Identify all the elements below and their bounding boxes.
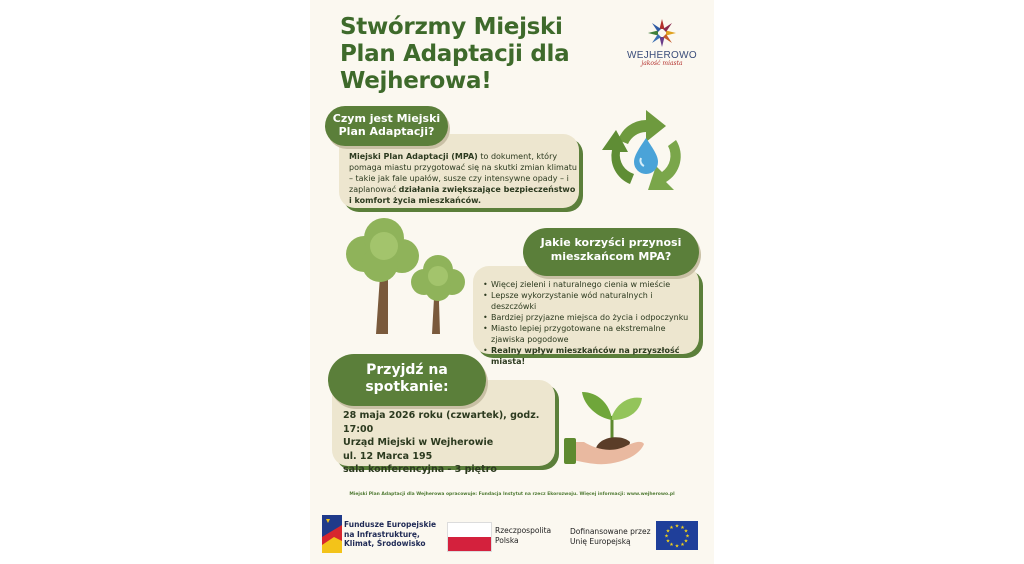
svg-text:★: ★: [674, 523, 680, 530]
page-title: Stwórzmy Miejski Plan Adaptacji dla Wejherowa!: [340, 14, 570, 94]
fe-logo: [322, 515, 452, 555]
mpa-definition-text: Miejski Plan Adaptacji (MPA) to dokument, który pomaga miastu przygotować się na skutki zmian klimatu – takie jak fale upałów, susze czy intensywne opady – i zaplanować działania zwiększające bezpieczeństwo i komfort życia mieszkańców.: [349, 152, 577, 205]
benefits-list: [481, 279, 699, 367]
hand-sprout-icon: [560, 386, 656, 468]
wejherowo-logo: [624, 18, 700, 67]
svg-text:★: ★: [683, 528, 689, 535]
benefits-card: [473, 266, 699, 366]
svg-text:★: ★: [674, 543, 680, 550]
list-item: • Realny wpływ mieszkańców na przyszłość miasta!: [491, 345, 699, 367]
meeting-address: ul. 12 Marca 195: [343, 450, 433, 462]
svg-text:★: ★: [665, 528, 671, 535]
meeting-place: Urząd Miejski w Wejherowie: [343, 437, 494, 448]
eu-funds-emblem-icon: [322, 515, 342, 553]
footer-note: Miejski Plan Adaptacji dla Wejherowa opracowuje: Fundacja Instytut na rzecz Ekorozwoju. Więcej informacji: www.wejherowo.pl: [349, 492, 675, 497]
list-item: • Bardziej przyjazne miejsca do życia i odpoczynku: [491, 312, 699, 323]
logo-tagline: jakość miasta: [641, 60, 683, 67]
list-item: • Lepsze wykorzystanie wód naturalnych i deszczówki: [491, 290, 699, 312]
eu-flag-icon: [656, 521, 698, 550]
meeting-date: 28 maja 2026 roku (czwartek), godz. 17:00: [343, 410, 540, 435]
recycle-water-drop-icon: [594, 100, 698, 204]
trees-icon: [336, 216, 476, 336]
logo-name: WEJHEROWO: [627, 50, 697, 61]
svg-text:★: ★: [669, 525, 674, 531]
section-heading-meeting: Przyjdź na spotkanie:: [328, 354, 486, 406]
svg-text:★: ★: [664, 533, 669, 540]
meeting-room: sala konferencyjna - 3 piętro: [343, 464, 497, 475]
list-item: • Więcej zieleni i naturalnego cienia w mieście: [491, 279, 699, 290]
svg-text:★: ★: [680, 542, 685, 548]
svg-text:★: ★: [665, 538, 671, 545]
rp-logo-text: Rzeczpospolita Polska: [495, 526, 552, 545]
star-emblem-icon: [647, 18, 677, 48]
poland-flag-icon: [447, 522, 492, 552]
section-heading-benefits: Jakie korzyści przynosi mieszkańcom MPA?: [523, 228, 699, 276]
poster: [310, 0, 714, 564]
fe-logo-text: Fundusze Europejskie na Infrastrukturę, Klimat, Środowisko: [344, 520, 437, 548]
list-item: • Miasto lepiej przygotowane na ekstremalne zjawiska pogodowe: [491, 323, 699, 345]
eu-logo-text: Dofinansowane przez Unię Europejską: [570, 527, 651, 546]
svg-text:★: ★: [685, 533, 690, 540]
section-heading-what-is: Czym jest Miejski Plan Adaptacji?: [325, 106, 448, 146]
svg-text:★: ★: [680, 525, 685, 531]
svg-text:★: ★: [683, 538, 689, 545]
svg-text:★: ★: [669, 542, 674, 548]
